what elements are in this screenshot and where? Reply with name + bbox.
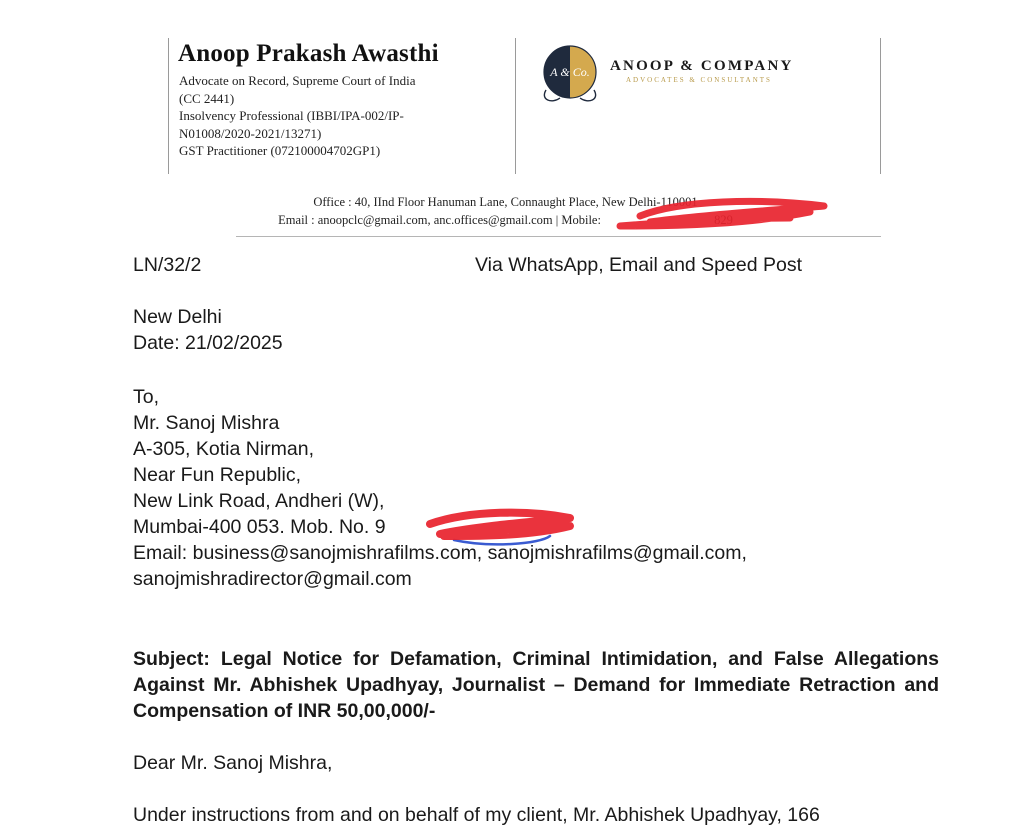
letterhead-divider xyxy=(515,38,516,174)
contact-line xyxy=(0,213,1011,228)
address-line: A-305, Kotia Nirman, xyxy=(133,438,314,460)
address-line: Mr. Sanoj Mishra xyxy=(133,412,280,434)
place: New Delhi xyxy=(133,306,222,328)
address-line: Mumbai-400 053. Mob. No. 9 xyxy=(133,516,386,538)
address-line: Near Fun Republic, xyxy=(133,464,301,486)
redaction-mark xyxy=(610,196,830,232)
letterhead-right-edge xyxy=(880,38,881,174)
letterhead-rule xyxy=(236,236,881,237)
office-address: Office : 40, IInd Floor Hanuman Lane, Connaught Place, New Delhi-110001 xyxy=(313,195,698,209)
email-mobile-text: Email : anoopclc@gmail.com, anc.offices@gmail.com | Mobile: xyxy=(278,213,605,227)
credential-line: (CC 2441) xyxy=(179,90,235,106)
address-line: New Link Road, Andheri (W), xyxy=(133,490,385,512)
recipient-address xyxy=(133,384,747,592)
credential-line: N01008/2020-2021/13271) xyxy=(179,125,322,141)
to-label: To, xyxy=(133,386,160,408)
address-line: sanojmishradirector@gmail.com xyxy=(133,568,412,590)
redaction-mark xyxy=(420,504,580,548)
reference-number: LN/32/2 xyxy=(133,254,202,276)
opening-sentence: Under instructions from and on behalf of my client, Mr. Abhishek Upadhyay, 166 xyxy=(133,804,820,826)
advocate-credentials xyxy=(179,72,479,160)
firm-name: ANOOP & COMPANY xyxy=(610,58,794,74)
delivery-mode: Via WhatsApp, Email and Speed Post xyxy=(475,254,802,276)
subject-paragraph: Subject: Legal Notice for Defamation, Criminal Intimidation, and False Allegations Against Mr. Abhishek Upadhyay, Journalist – Demand for Immediate Retraction and Compensation of INR 50,00,000/- xyxy=(133,648,939,722)
salutation: Dear Mr. Sanoj Mishra, xyxy=(133,752,333,774)
advocate-name: Anoop Prakash Awasthi xyxy=(178,40,439,67)
firm-logo-emblem xyxy=(538,42,602,106)
date: Date: 21/02/2025 xyxy=(133,332,283,354)
firm-tagline: ADVOCATES & CONSULTANTS xyxy=(626,76,772,84)
credential-line: GST Practitioner (072100004702GP1) xyxy=(179,143,381,158)
credential-line: Advocate on Record, Supreme Court of India xyxy=(179,73,416,88)
address-line: Email: business@sanojmishrafilms.com, sanojmishrafilms@gmail.com, xyxy=(133,542,747,564)
logo-monogram: A & Co. xyxy=(550,65,590,79)
mobile-tail: 829 xyxy=(714,213,733,227)
credential-line: Insolvency Professional (IBBI/IPA-002/IP- xyxy=(179,108,404,123)
